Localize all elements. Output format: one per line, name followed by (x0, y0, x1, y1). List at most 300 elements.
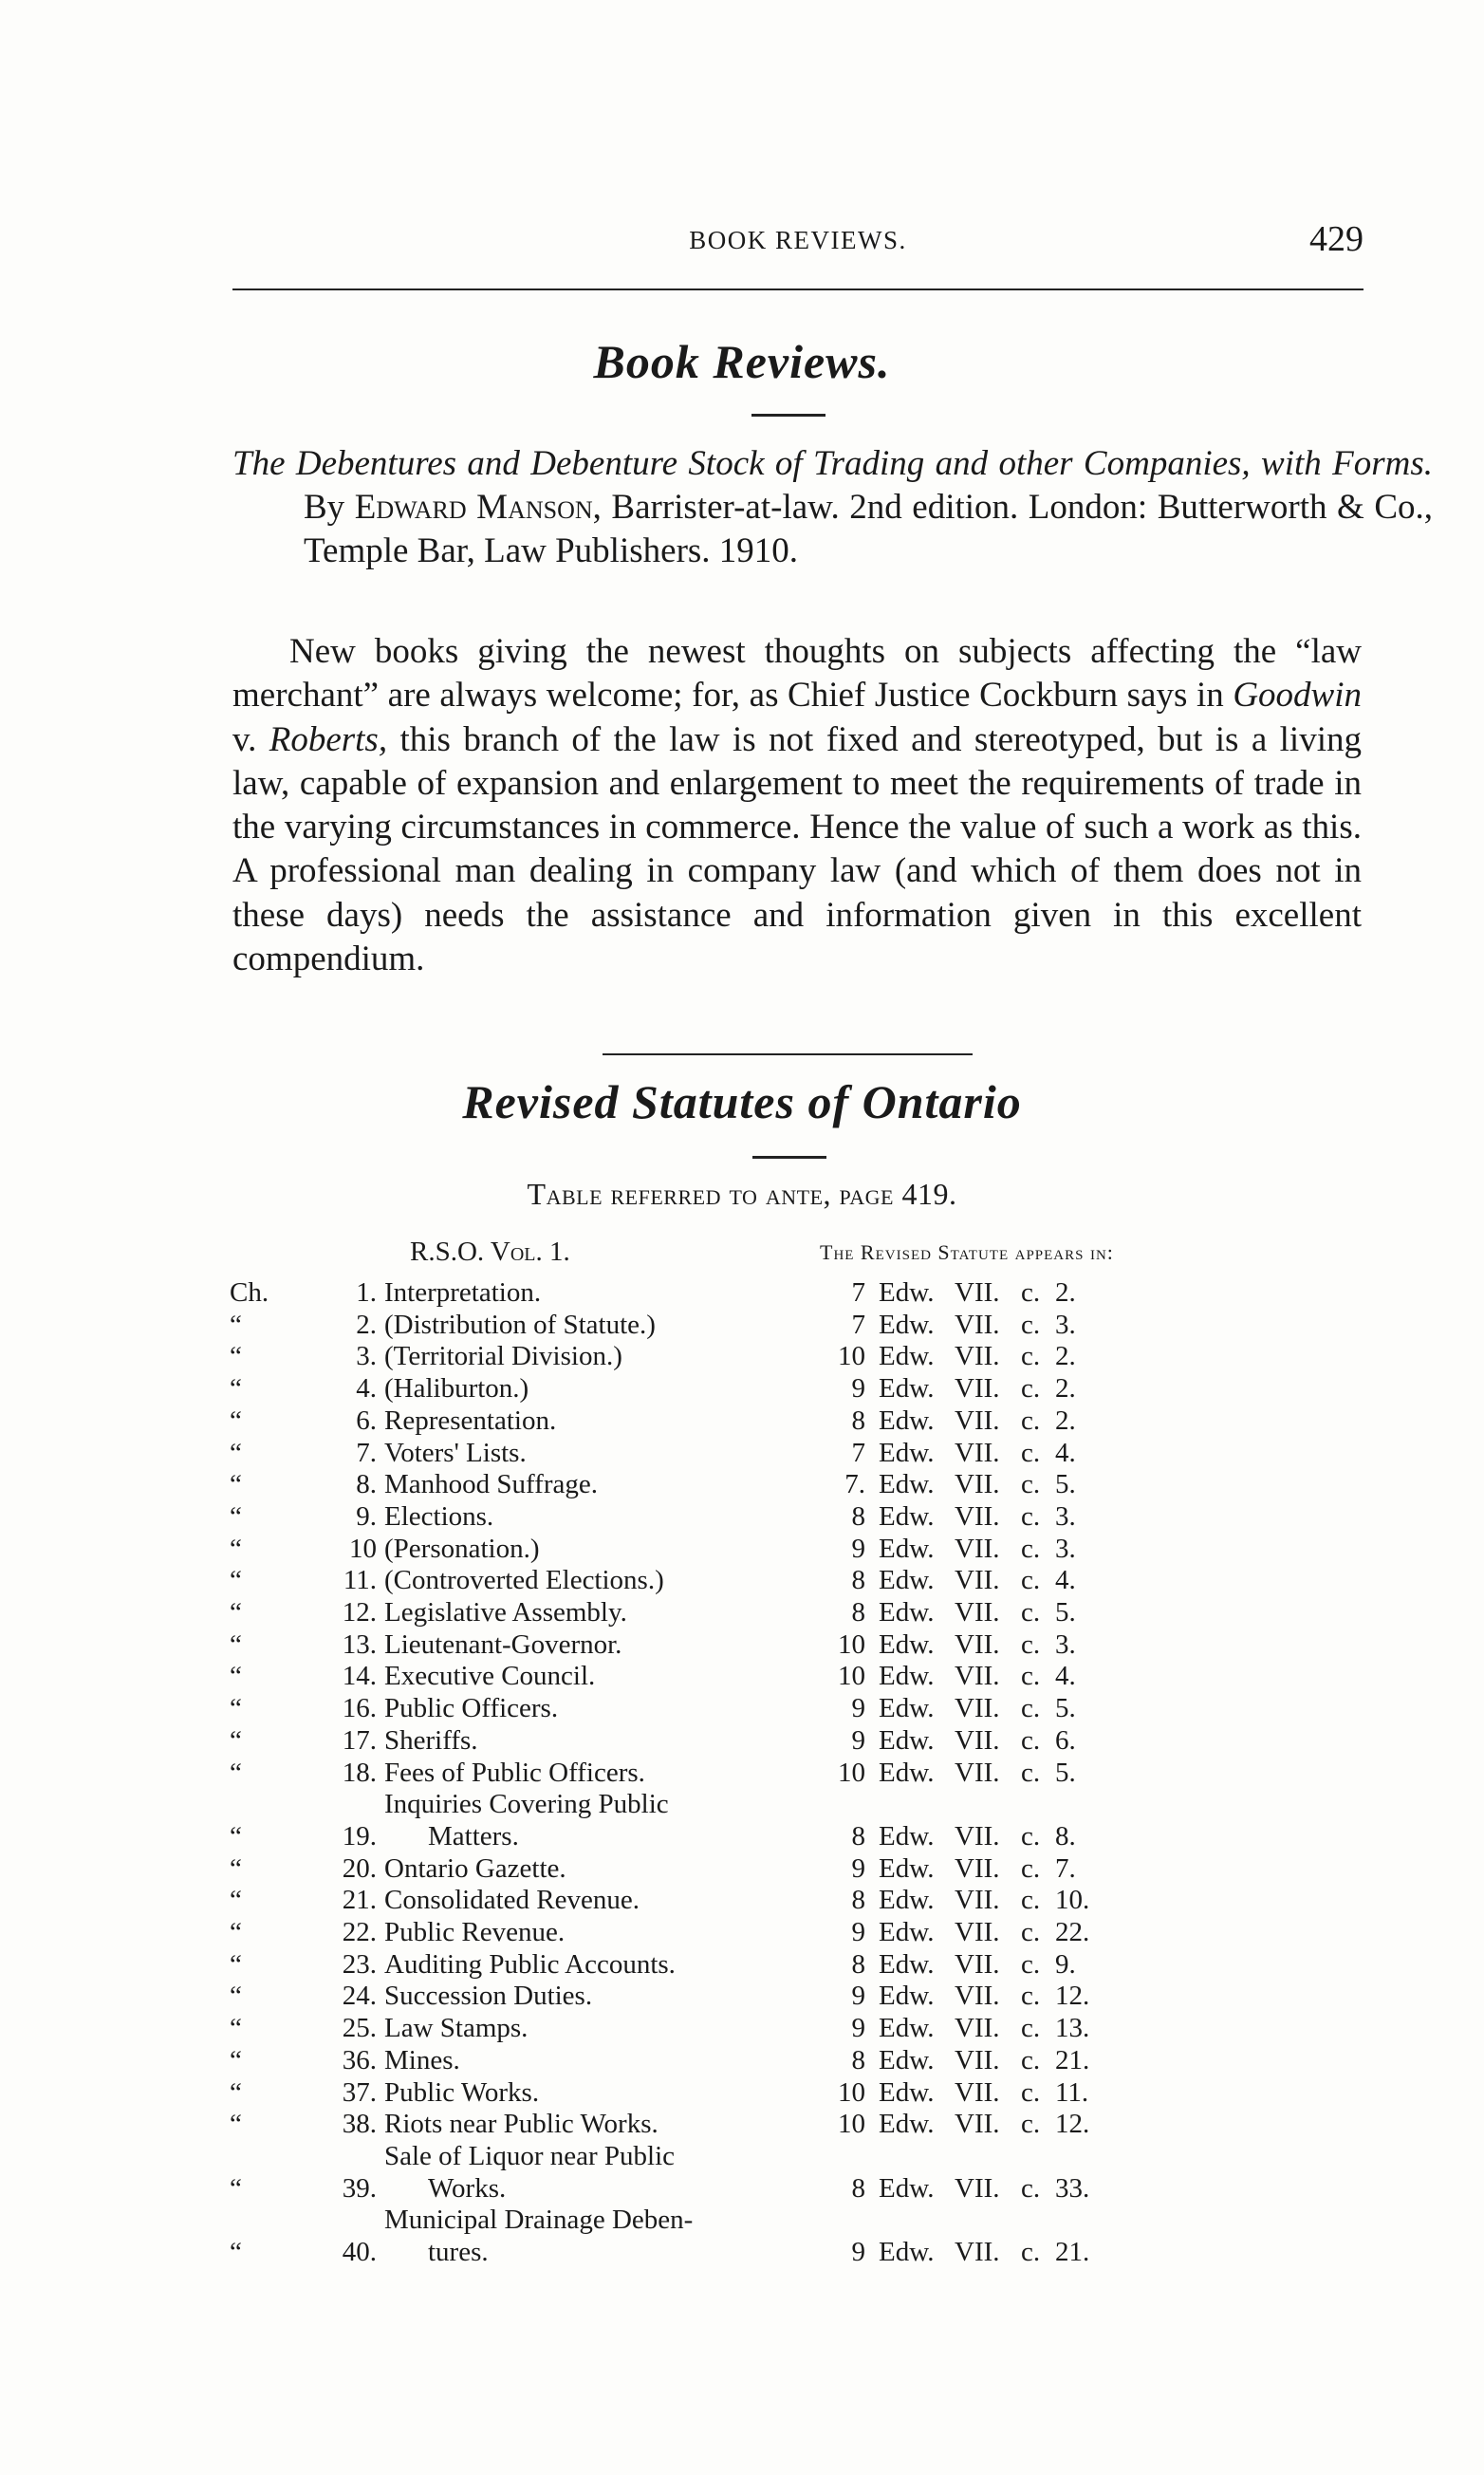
ref-c: c. (1021, 1277, 1041, 1308)
statute-name (384, 1629, 816, 1662)
ref-chapter: 5. (1055, 1757, 1076, 1788)
table-row (230, 1597, 1178, 1629)
revised-statute-ref (816, 1885, 1178, 1917)
revised-statute-ref (816, 1534, 1178, 1566)
chapter-number: 16. (342, 1693, 377, 1724)
chapter-mark: “ (230, 1437, 242, 1468)
ref-chapter: 5. (1055, 1597, 1076, 1628)
chapter-number: 23. (342, 1948, 377, 1980)
case-versus: v. (232, 719, 269, 759)
statute-name-text: (Territorial Division.) (384, 1341, 622, 1372)
ref-c: c. (1021, 1981, 1041, 2012)
statute-name-text: Lieutenant-Governor. (384, 1628, 622, 1660)
ref-edw: Edw. (879, 1565, 935, 1596)
ref-chapter: 3. (1055, 1628, 1076, 1660)
statute-name (384, 1917, 816, 1949)
ref-edw: Edw. (879, 2044, 935, 2075)
statute-name-text: Voters' Lists. (384, 1437, 527, 1468)
chapter-number: 18. (342, 1757, 377, 1788)
ref-vii: VII. (955, 1565, 1000, 1596)
ref-vii: VII. (955, 2076, 1000, 2108)
chapter-number: 3. (356, 1341, 377, 1372)
chapter-number: 39. (342, 2172, 377, 2204)
ref-edw: Edw. (879, 1981, 935, 2012)
statute-name-continued: tures. (428, 2237, 489, 2268)
table-row (230, 1373, 1178, 1405)
ref-chapter: 13. (1055, 2013, 1090, 2044)
chapter-number: 40. (342, 2237, 377, 2268)
book-publication: , Barrister-at-law. 2nd edition. London: Butterworth & Co., Temple Bar, Law Publishers. 1910. (304, 488, 1433, 570)
book-title: The Debentures and Debenture Stock of Trading and other Companies, with Forms. (232, 444, 1433, 483)
revised-statute-ref (816, 1501, 1178, 1534)
ref-year: 8 (851, 1500, 865, 1532)
heading-dash (751, 414, 825, 417)
ref-edw: Edw. (879, 1661, 935, 1692)
chapter-mark: “ (230, 1948, 242, 1980)
table-row (230, 1885, 1178, 1917)
ref-chapter: 3. (1055, 1533, 1076, 1564)
chapter-number: 10 (349, 1533, 377, 1564)
statute-name (384, 1501, 816, 1534)
ref-vii: VII. (955, 1885, 1000, 1916)
statute-name-text: Legislative Assembly. (384, 1597, 627, 1628)
revised-statute-ref (816, 1405, 1178, 1438)
table-row (230, 1341, 1178, 1373)
ref-edw: Edw. (879, 1405, 935, 1436)
table-row (230, 1725, 1178, 1758)
table-row (230, 2109, 1178, 2141)
statute-name-text: (Personation.) (384, 1533, 540, 1564)
statute-name (384, 2141, 816, 2205)
ref-c: c. (1021, 1597, 1041, 1628)
chapter-number: 37. (342, 2076, 377, 2108)
revised-statute-ref (816, 1661, 1178, 1693)
revised-statute-ref (816, 2109, 1178, 2141)
table-row (230, 2141, 1178, 2205)
chapter-number: 22. (342, 1917, 377, 1948)
table-row (230, 1310, 1178, 1342)
ref-c: c. (1021, 1533, 1041, 1564)
chapter-number: 25. (342, 2013, 377, 2044)
ref-chapter: 12. (1055, 1981, 1090, 2012)
chapter-number: 21. (342, 1885, 377, 1916)
ref-vii: VII. (955, 1820, 1000, 1852)
chapter-mark: “ (230, 1469, 242, 1500)
revised-statute-ref (816, 2205, 1178, 2268)
statute-name-text: Ontario Gazette. (384, 1852, 566, 1884)
ref-chapter: 8. (1055, 1820, 1076, 1852)
table-row (230, 2077, 1178, 2110)
book-citation (232, 442, 1433, 573)
chapter-number: 19. (342, 1820, 377, 1852)
statute-name-text: (Distribution of Statute.) (384, 1309, 656, 1340)
table-row (230, 1853, 1178, 1886)
revised-statute-ref (816, 2141, 1178, 2205)
chapter-mark: “ (230, 2044, 242, 2075)
ref-year: 7 (851, 1309, 865, 1340)
statute-name-text: Law Stamps. (384, 2013, 529, 2044)
revised-statute-ref (816, 1373, 1178, 1405)
statute-name (384, 1853, 816, 1886)
ref-c: c. (1021, 2237, 1041, 2268)
ref-c: c. (1021, 1661, 1041, 1692)
ref-c: c. (1021, 1757, 1041, 1788)
ref-c: c. (1021, 1341, 1041, 1372)
ref-year: 9 (851, 2237, 865, 2268)
statute-name (384, 2109, 816, 2141)
chapter-number: 14. (342, 1661, 377, 1692)
chapter-mark: “ (230, 1628, 242, 1660)
chapter-number: 12. (342, 1597, 377, 1628)
statute-name-text: Mines. (384, 2044, 460, 2075)
revised-statute-ref (816, 1981, 1178, 2013)
ref-vii: VII. (955, 1405, 1000, 1436)
ref-vii: VII. (955, 1373, 1000, 1405)
chapter-mark: “ (230, 1500, 242, 1532)
chapter-number: 13. (342, 1628, 377, 1660)
statute-name (384, 1981, 816, 2013)
table-row (230, 1758, 1178, 1790)
chapter-mark: “ (230, 1724, 242, 1756)
statute-name (384, 1885, 816, 1917)
ref-edw: Edw. (879, 1724, 935, 1756)
chapter-number: 24. (342, 1981, 377, 2012)
ref-year: 8 (851, 1405, 865, 1436)
ref-vii: VII. (955, 1852, 1000, 1884)
chapter-mark: Ch. (230, 1277, 269, 1308)
table-row (230, 1693, 1178, 1725)
ref-chapter: 4. (1055, 1437, 1076, 1468)
ref-year: 10 (838, 1341, 865, 1372)
ref-year: 10 (838, 2109, 865, 2140)
section-divider (603, 1053, 973, 1055)
revised-statute-ref (816, 1693, 1178, 1725)
table-row (230, 2045, 1178, 2077)
ref-year: 10 (838, 1628, 865, 1660)
chapter-mark: “ (230, 2237, 242, 2268)
ref-vii: VII. (955, 1597, 1000, 1628)
ref-chapter: 3. (1055, 1500, 1076, 1532)
ref-year: 10 (838, 2076, 865, 2108)
ref-vii: VII. (955, 1500, 1000, 1532)
ref-c: c. (1021, 2172, 1041, 2204)
ref-edw: Edw. (879, 1341, 935, 1372)
statute-name-text: Representation. (384, 1405, 557, 1436)
statutes-heading: Revised Statutes of Ontario (462, 1075, 1022, 1128)
revised-statute-ref (816, 1789, 1178, 1852)
statute-name-text: (Haliburton.) (384, 1373, 529, 1405)
ref-c: c. (1021, 2013, 1041, 2044)
ref-year: 7 (851, 1277, 865, 1308)
revised-statute-ref (816, 1725, 1178, 1758)
ref-vii: VII. (955, 2109, 1000, 2140)
chapter-number: 8. (356, 1469, 377, 1500)
statute-name (384, 1341, 816, 1373)
statute-name-text: Succession Duties. (384, 1981, 593, 2012)
ref-chapter: 5. (1055, 1469, 1076, 1500)
statute-name-text: Fees of Public Officers. (384, 1757, 645, 1788)
ref-edw: Edw. (879, 1948, 935, 1980)
revised-statute-ref (816, 2045, 1178, 2077)
chapter-mark: “ (230, 2172, 242, 2204)
ref-edw: Edw. (879, 1437, 935, 1468)
ref-edw: Edw. (879, 1917, 935, 1948)
ref-year: 9 (851, 1693, 865, 1724)
ref-vii: VII. (955, 2237, 1000, 2268)
chapter-mark: “ (230, 1820, 242, 1852)
ref-year: 7. (844, 1469, 865, 1500)
ref-chapter: 2. (1055, 1341, 1076, 1372)
ref-chapter: 11. (1055, 2076, 1089, 2108)
statute-name (384, 1277, 816, 1310)
chapter-mark: “ (230, 1852, 242, 1884)
statute-name (384, 2013, 816, 2045)
chapter-mark: “ (230, 1757, 242, 1788)
statute-name (384, 1373, 816, 1405)
ref-c: c. (1021, 1628, 1041, 1660)
ref-edw: Edw. (879, 1469, 935, 1500)
ref-edw: Edw. (879, 1309, 935, 1340)
statute-name-text: Riots near Public Works. (384, 2109, 659, 2140)
ref-c: c. (1021, 1405, 1041, 1436)
case-name-2: Roberts, (269, 719, 388, 759)
ref-edw: Edw. (879, 1852, 935, 1884)
chapter-number: 2. (356, 1309, 377, 1340)
chapter-mark: “ (230, 2109, 242, 2140)
ref-c: c. (1021, 2076, 1041, 2108)
chapter-mark: “ (230, 1341, 242, 1372)
statute-name-text: Executive Council. (384, 1661, 596, 1692)
ref-chapter: 21. (1055, 2044, 1090, 2075)
ref-chapter: 2. (1055, 1373, 1076, 1405)
ref-chapter: 9. (1055, 1948, 1076, 1980)
ref-vii: VII. (955, 2172, 1000, 2204)
ref-vii: VII. (955, 1469, 1000, 1500)
ref-vii: VII. (955, 2013, 1000, 2044)
ref-chapter: 22. (1055, 1917, 1090, 1948)
chapter-mark: “ (230, 1373, 242, 1405)
running-head (232, 219, 1363, 283)
ref-year: 9 (851, 1373, 865, 1405)
ref-edw: Edw. (879, 1500, 935, 1532)
ref-c: c. (1021, 1948, 1041, 1980)
table-row (230, 1629, 1178, 1662)
ref-vii: VII. (955, 2044, 1000, 2075)
revised-statute-ref (816, 1949, 1178, 1982)
revised-statute-ref (816, 2077, 1178, 2110)
revised-statute-ref (816, 1341, 1178, 1373)
ref-vii: VII. (955, 1693, 1000, 1724)
ref-c: c. (1021, 1724, 1041, 1756)
chapter-number: 9. (356, 1500, 377, 1532)
table-row (230, 1405, 1178, 1438)
header-rule (232, 288, 1363, 290)
statutes-dash (752, 1156, 826, 1159)
table-row (230, 1661, 1178, 1693)
statute-name-text: Manhood Suffrage. (384, 1469, 598, 1500)
ref-edw: Edw. (879, 1373, 935, 1405)
ref-year: 8 (851, 1597, 865, 1628)
ref-year: 8 (851, 1885, 865, 1916)
ref-vii: VII. (955, 1981, 1000, 2012)
column-head-rso: R.S.O. Vol. 1. (410, 1237, 570, 1267)
ref-chapter: 5. (1055, 1693, 1076, 1724)
review-text-1: New books giving the newest thoughts on subjects affecting the “law merchant” are always welcome; for, as Chief Justice Cockburn says in (232, 632, 1362, 716)
revised-statute-ref (816, 1438, 1178, 1470)
ref-c: c. (1021, 1917, 1041, 1948)
revised-statute-ref (816, 1277, 1178, 1310)
ref-year: 9 (851, 1724, 865, 1756)
ref-chapter: 2. (1055, 1277, 1076, 1308)
statute-name (384, 1405, 816, 1438)
ref-vii: VII. (955, 1724, 1000, 1756)
statute-name-text: Sale of Liquor near Public (384, 2140, 676, 2171)
ref-chapter: 10. (1055, 1885, 1090, 1916)
ref-year: 8 (851, 1948, 865, 1980)
ref-year: 7 (851, 1437, 865, 1468)
chapter-mark: “ (230, 2013, 242, 2044)
chapter-number: 7. (356, 1437, 377, 1468)
statute-name (384, 1469, 816, 1501)
review-paragraph (232, 630, 1362, 981)
statute-name-text: Sheriffs. (384, 1724, 478, 1756)
running-head-title: BOOK REVIEWS. (689, 226, 907, 254)
ref-year: 8 (851, 2172, 865, 2204)
statute-name (384, 1310, 816, 1342)
table-row (230, 1277, 1178, 1310)
statute-name (384, 1534, 816, 1566)
chapter-mark: “ (230, 1405, 242, 1436)
ref-c: c. (1021, 1565, 1041, 1596)
ref-edw: Edw. (879, 1277, 935, 1308)
chapter-number: 17. (342, 1724, 377, 1756)
ref-vii: VII. (955, 1309, 1000, 1340)
ref-edw: Edw. (879, 1757, 935, 1788)
ref-year: 8 (851, 1820, 865, 1852)
ref-year: 9 (851, 1533, 865, 1564)
ref-year: 10 (838, 1757, 865, 1788)
table-row (230, 1917, 1178, 1949)
chapter-number: 1. (356, 1277, 377, 1308)
ref-vii: VII. (955, 1628, 1000, 1660)
statute-name (384, 1758, 816, 1790)
ref-year: 9 (851, 2013, 865, 2044)
ref-c: c. (1021, 2044, 1041, 2075)
statute-name (384, 1789, 816, 1852)
statute-name (384, 1565, 816, 1597)
ref-vii: VII. (955, 1533, 1000, 1564)
ref-year: 8 (851, 2044, 865, 2075)
statute-name (384, 1949, 816, 1982)
book-author: Edward Manson (354, 488, 593, 527)
chapter-number: 20. (342, 1852, 377, 1884)
ref-chapter: 3. (1055, 1309, 1076, 1340)
ref-chapter: 2. (1055, 1405, 1076, 1436)
chapter-number: 36. (342, 2044, 377, 2075)
revised-statute-ref (816, 1310, 1178, 1342)
ref-chapter: 12. (1055, 2109, 1090, 2140)
ref-year: 8 (851, 1565, 865, 1596)
table-reference: Table referred to ante, page 419. (527, 1177, 957, 1211)
ref-year: 10 (838, 1661, 865, 1692)
chapter-number: 4. (356, 1373, 377, 1405)
ref-vii: VII. (955, 1661, 1000, 1692)
ref-chapter: 4. (1055, 1565, 1076, 1596)
ref-edw: Edw. (879, 1820, 935, 1852)
revised-statute-ref (816, 2013, 1178, 2045)
statute-name (384, 1597, 816, 1629)
ref-c: c. (1021, 1693, 1041, 1724)
table-row (230, 1981, 1178, 2013)
ref-c: c. (1021, 1885, 1041, 1916)
revised-statute-ref (816, 1853, 1178, 1886)
ref-c: c. (1021, 1373, 1041, 1405)
ref-edw: Edw. (879, 2109, 935, 2140)
chapter-mark: “ (230, 2076, 242, 2108)
statute-name (384, 1438, 816, 1470)
ref-edw: Edw. (879, 1885, 935, 1916)
ref-chapter: 21. (1055, 2237, 1090, 2268)
statute-name-text: Auditing Public Accounts. (384, 1948, 676, 1980)
statute-name (384, 2077, 816, 2110)
statute-name-text: Public Officers. (384, 1693, 559, 1724)
ref-edw: Edw. (879, 1597, 935, 1628)
book-by: By (304, 488, 345, 527)
chapter-number: 6. (356, 1405, 377, 1436)
statute-name-continued: Works. (428, 2172, 507, 2204)
revised-statute-ref (816, 1597, 1178, 1629)
ref-c: c. (1021, 1309, 1041, 1340)
ref-vii: VII. (955, 1757, 1000, 1788)
chapter-number: 11. (343, 1565, 377, 1596)
revised-statute-ref (816, 1917, 1178, 1949)
ref-edw: Edw. (879, 2237, 935, 2268)
statute-name-text: Interpretation. (384, 1277, 542, 1308)
ref-edw: Edw. (879, 1628, 935, 1660)
ref-c: c. (1021, 1852, 1041, 1884)
table-row (230, 1949, 1178, 1982)
ref-chapter: 6. (1055, 1724, 1076, 1756)
ref-chapter: 33. (1055, 2172, 1090, 2204)
statute-name (384, 1693, 816, 1725)
revised-statute-ref (816, 1469, 1178, 1501)
ref-vii: VII. (955, 1917, 1000, 1948)
ref-year: 9 (851, 1917, 865, 1948)
chapter-mark: “ (230, 1981, 242, 2012)
ref-c: c. (1021, 1500, 1041, 1532)
ref-c: c. (1021, 1437, 1041, 1468)
chapter-mark: “ (230, 1533, 242, 1564)
ref-year: 9 (851, 1852, 865, 1884)
ref-c: c. (1021, 1469, 1041, 1500)
ref-edw: Edw. (879, 2013, 935, 2044)
table-row (230, 2013, 1178, 2045)
statute-name-text: Public Revenue. (384, 1917, 566, 1948)
table-row (230, 2205, 1178, 2268)
statute-name-continued: Matters. (428, 1820, 519, 1852)
ref-chapter: 7. (1055, 1852, 1076, 1884)
ref-edw: Edw. (879, 1693, 935, 1724)
statute-name-text: Public Works. (384, 2076, 540, 2108)
ref-edw: Edw. (879, 1533, 935, 1564)
statute-name (384, 2045, 816, 2077)
ref-vii: VII. (955, 1277, 1000, 1308)
ref-c: c. (1021, 1820, 1041, 1852)
chapter-mark: “ (230, 1661, 242, 1692)
table-row (230, 1789, 1178, 1852)
table-row (230, 1469, 1178, 1501)
table-row (230, 1501, 1178, 1534)
